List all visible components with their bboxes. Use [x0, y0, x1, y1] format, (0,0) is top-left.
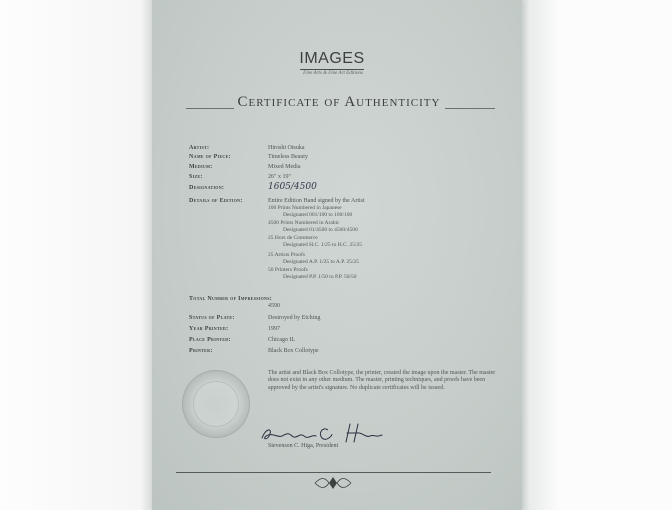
artist-label: Artist:	[189, 145, 210, 151]
signer-name: Stevenson C. Higa, President	[268, 443, 339, 449]
plate-status-label: Status of Plate:	[189, 315, 235, 321]
edition-line: Designated 01/4500 to 4500/4500	[283, 227, 358, 233]
certificate-title: Certificate of Authenticity	[237, 94, 441, 110]
footer-rule	[176, 472, 491, 473]
place-printed-label: Place Printed:	[189, 337, 231, 343]
designation-handwritten-value: 1605/4500	[268, 182, 317, 192]
edition-line: Designated P.P. 1/50 to P.P. 50/50	[283, 274, 357, 280]
artist-value: Hiroshi Otsuka	[268, 145, 305, 151]
edition-line: Designated H.C. 1/25 to H.C. 25/25	[283, 242, 362, 248]
medium-value: Mixed Media	[268, 164, 301, 170]
size-value: 26" x 19"	[268, 174, 291, 180]
printer-value: Black Box Collotype	[268, 348, 319, 354]
place-printed-value: Chicago IL	[268, 337, 296, 343]
edition-line: Designated A.P. 1/25 to A.P. 25/25	[283, 259, 359, 265]
edition-line: 4500 Prints Numbered in Arabic	[268, 220, 340, 226]
edition-line: 25 Artists Proofs	[268, 252, 305, 258]
medium-label: Medium:	[189, 164, 213, 170]
edition-details-label: Details of Edition:	[189, 198, 243, 204]
company-tagline: Fine Arts & Fine Art Editions	[303, 71, 363, 76]
size-label: Size:	[189, 174, 203, 180]
plate-status-value: Destroyed by Etching	[268, 315, 321, 321]
authenticity-statement: The artist and Black Box Collotype, the printer, created the image upon the master. The master does not exist in any other medium. The master, printing techniques, and proofs have been approved by the artist's signature. No duplicate certificates will be issued.	[268, 370, 496, 391]
designation-label: Designation:	[189, 185, 225, 191]
edition-line: 25 Hors de Commerce	[268, 235, 318, 241]
edition-line: 50 Printers Proofs	[268, 267, 308, 273]
footer-ornament-icon	[313, 475, 353, 491]
total-impressions-label: Total Number of Impressions:	[189, 296, 273, 302]
edition-line: Designated 001/100 to 100/100	[283, 212, 353, 218]
year-printed-label: Year Printed:	[189, 326, 229, 332]
year-printed-value: 1997	[268, 326, 280, 332]
piece-name-label: Name of Piece:	[189, 154, 231, 160]
company-logo: IMAGES	[299, 50, 365, 67]
printer-label: Printer:	[189, 348, 213, 354]
total-impressions-value: 4590	[268, 303, 280, 309]
title-rule-right	[445, 108, 495, 109]
edition-line: 100 Prints Numbered in Japanese	[268, 205, 342, 211]
edition-details-value: Entire Edition Hand signed by the Artist	[268, 198, 365, 204]
embossed-seal	[182, 370, 250, 438]
piece-name-value: Timeless Beauty	[268, 154, 308, 160]
logo-underline	[300, 69, 364, 70]
